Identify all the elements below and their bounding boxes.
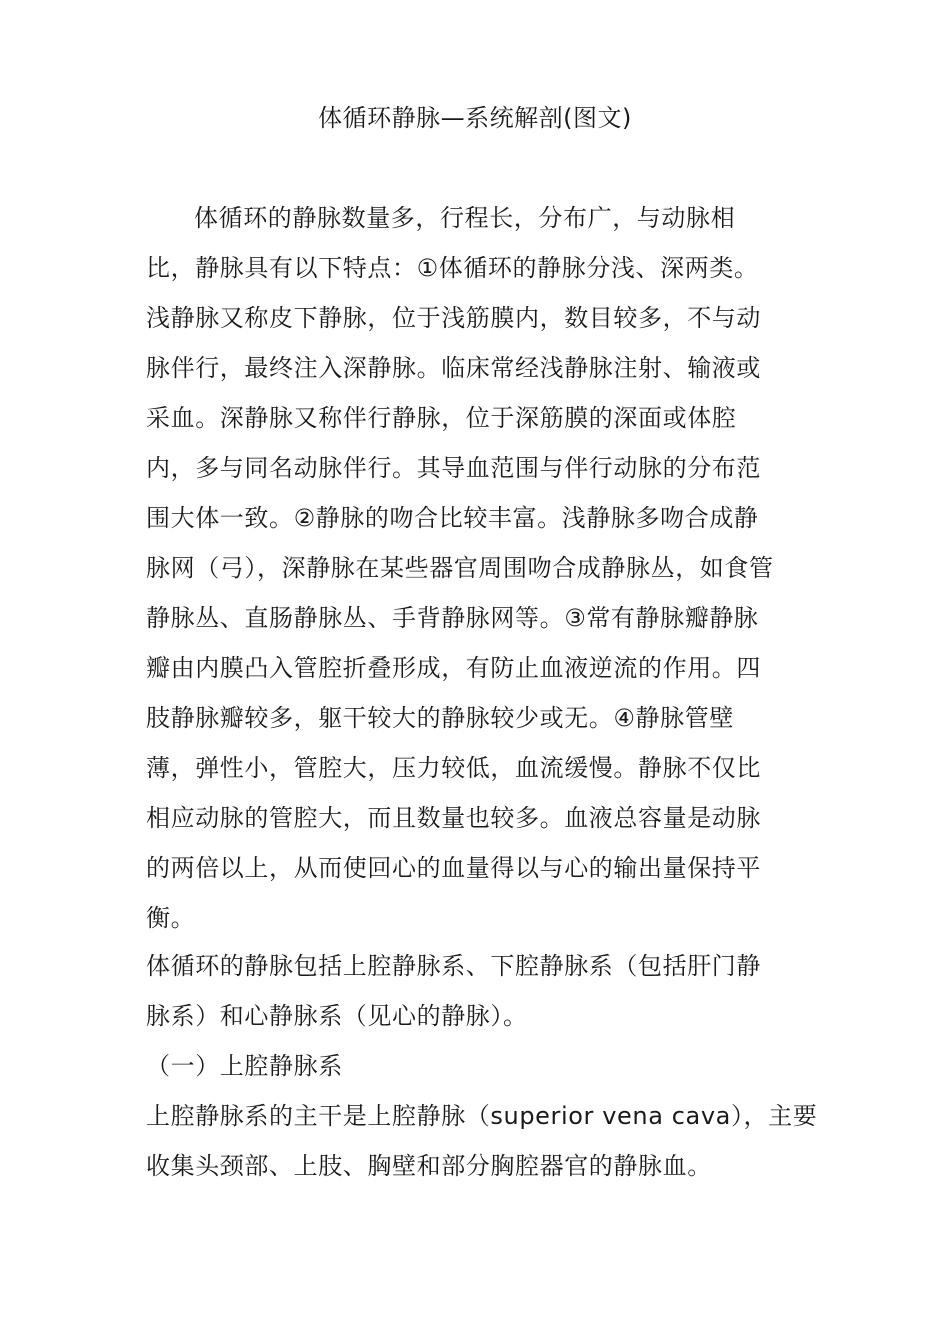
paragraph-line: 围大体一致。②静脉的吻合比较丰富。浅静脉多吻合成静: [146, 504, 759, 532]
paragraph-line: 采血。深静脉又称伴行静脉，位于深筋膜的深面或体腔: [146, 404, 737, 432]
section-heading: （一）上腔静脉系: [146, 1052, 343, 1080]
paragraph-line: 体循环的静脉包括上腔静脉系、下腔静脉系（包括肝门静: [146, 952, 761, 980]
paragraph-line: 内，多与同名动脉伴行。其导血范围与伴行动脉的分布范: [146, 454, 761, 482]
paragraph-line: 脉系）和心静脉系（见心的静脉）。: [146, 1002, 528, 1030]
paragraph-line: 脉伴行，最终注入深静脉。临床常经浅静脉注射、输液或: [146, 354, 761, 382]
paragraph-line: 脉网（弓），深静脉在某些器官周围吻合成静脉丛，如食管: [146, 554, 774, 582]
paragraph-line: 浅静脉又称皮下静脉，位于浅筋膜内，数目较多，不与动: [146, 304, 761, 332]
paragraph-line: 薄，弹性小，管腔大，压力较低，血流缓慢。静脉不仅比: [146, 754, 761, 782]
paragraph-line: 收集头颈部、上肢、胸壁和部分胸腔器官的静脉血。: [146, 1152, 712, 1180]
paragraph-line: 衡。: [146, 904, 196, 932]
paragraph-line: 的两倍以上，从而使回心的血量得以与心的输出量保持平: [146, 854, 761, 882]
paragraph-line: 比，静脉具有以下特点：①体循环的静脉分浅、深两类。: [146, 254, 759, 282]
paragraph-line: 上腔静脉系的主干是上腔静脉（superior vena cava），主要: [146, 1102, 818, 1130]
paragraph-line: 相应动脉的管腔大，而且数量也较多。血液总容量是动脉: [146, 804, 761, 832]
paragraph-line: 静脉丛、直肠静脉丛、手背静脉网等。③常有静脉瓣静脉: [146, 604, 759, 632]
paragraph-line: 肢静脉瓣较多，躯干较大的静脉较少或无。④静脉管壁: [146, 704, 734, 732]
paragraph-line: 瓣由内膜凸入管腔折叠形成，有防止血液逆流的作用。四: [146, 654, 761, 682]
paragraph-line: 体循环的静脉数量多，行程长，分布广，与动脉相: [194, 204, 736, 232]
document-title: 体循环静脉—系统解剖(图文): [318, 104, 632, 132]
